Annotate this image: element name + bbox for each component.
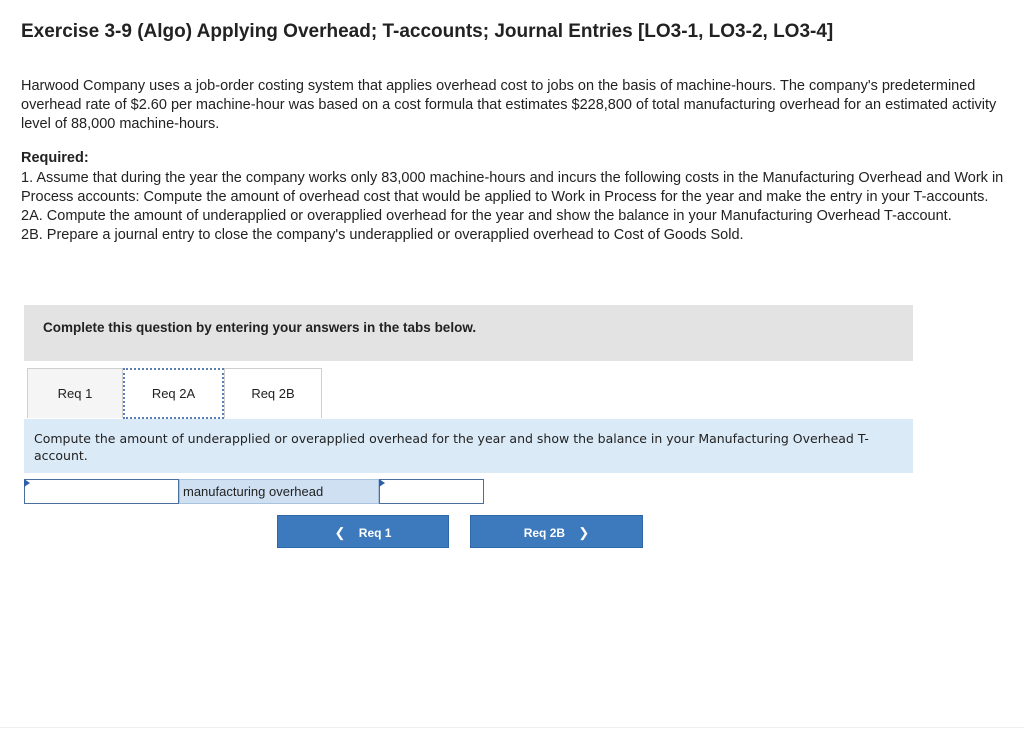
problem-description: Harwood Company uses a job-order costing system that applies overhead cost to jobs on the basis of machine-hours. The company's predetermined overhead rate of $2.60 per machine-hour was based on a cost formula that estimates $228,800 of total manufacturing overhead for an estimated activity level of 88,000 machine-hours. [21,78,997,132]
t-account-label[interactable]: manufacturing overhead [179,479,379,504]
chevron-right-icon: ❯ [578,525,590,540]
required-list [21,169,1011,245]
required-item-2b: 2B. Prepare a journal entry to close the company's underapplied or overapplied overhead to Cost of Goods Sold. [21,227,744,243]
instruction-text: Complete this question by entering your answers in the tabs below. [43,320,477,335]
next-button[interactable] [470,515,643,548]
required-heading: Required: [21,150,89,166]
t-account-right-input[interactable] [379,479,484,504]
tab-bar [24,368,913,420]
instruction-box [24,305,913,361]
input-marker-icon [24,479,30,487]
tab-req-2a[interactable]: Req 2A [123,368,224,419]
input-marker-icon [379,479,385,487]
tab-req-2b[interactable]: Req 2B [224,368,322,418]
divider [0,727,1024,728]
tab-req-1[interactable]: Req 1 [27,368,123,418]
chevron-left-icon: ❮ [334,525,346,540]
page-title: Exercise 3-9 (Algo) Applying Overhead; T-accounts; Journal Entries [LO3-1, LO3-2, LO3-4] [21,21,834,42]
t-account-left-input[interactable] [24,479,179,504]
prev-button-label: Req 1 [358,526,392,540]
prompt-text: Compute the amount of underapplied or overapplied overhead for the year and show the balance in your Manufacturing Overhead T-account. [34,431,869,463]
question-prompt [24,419,913,473]
prev-button[interactable] [277,515,449,548]
required-item-2a: 2A. Compute the amount of underapplied or overapplied overhead for the year and show the balance in your Manufacturing Overhead T-account. [21,208,952,224]
t-account-header [24,479,484,504]
required-item-1: 1. Assume that during the year the company works only 83,000 machine-hours and incurs the following costs in the Manufacturing Overhead and Work in Process accounts: Compute the amount of overhead cost that would be applied to Work in Process for the year and make the entry in your T-accounts. [21,170,1004,205]
next-button-label: Req 2B [523,526,566,540]
